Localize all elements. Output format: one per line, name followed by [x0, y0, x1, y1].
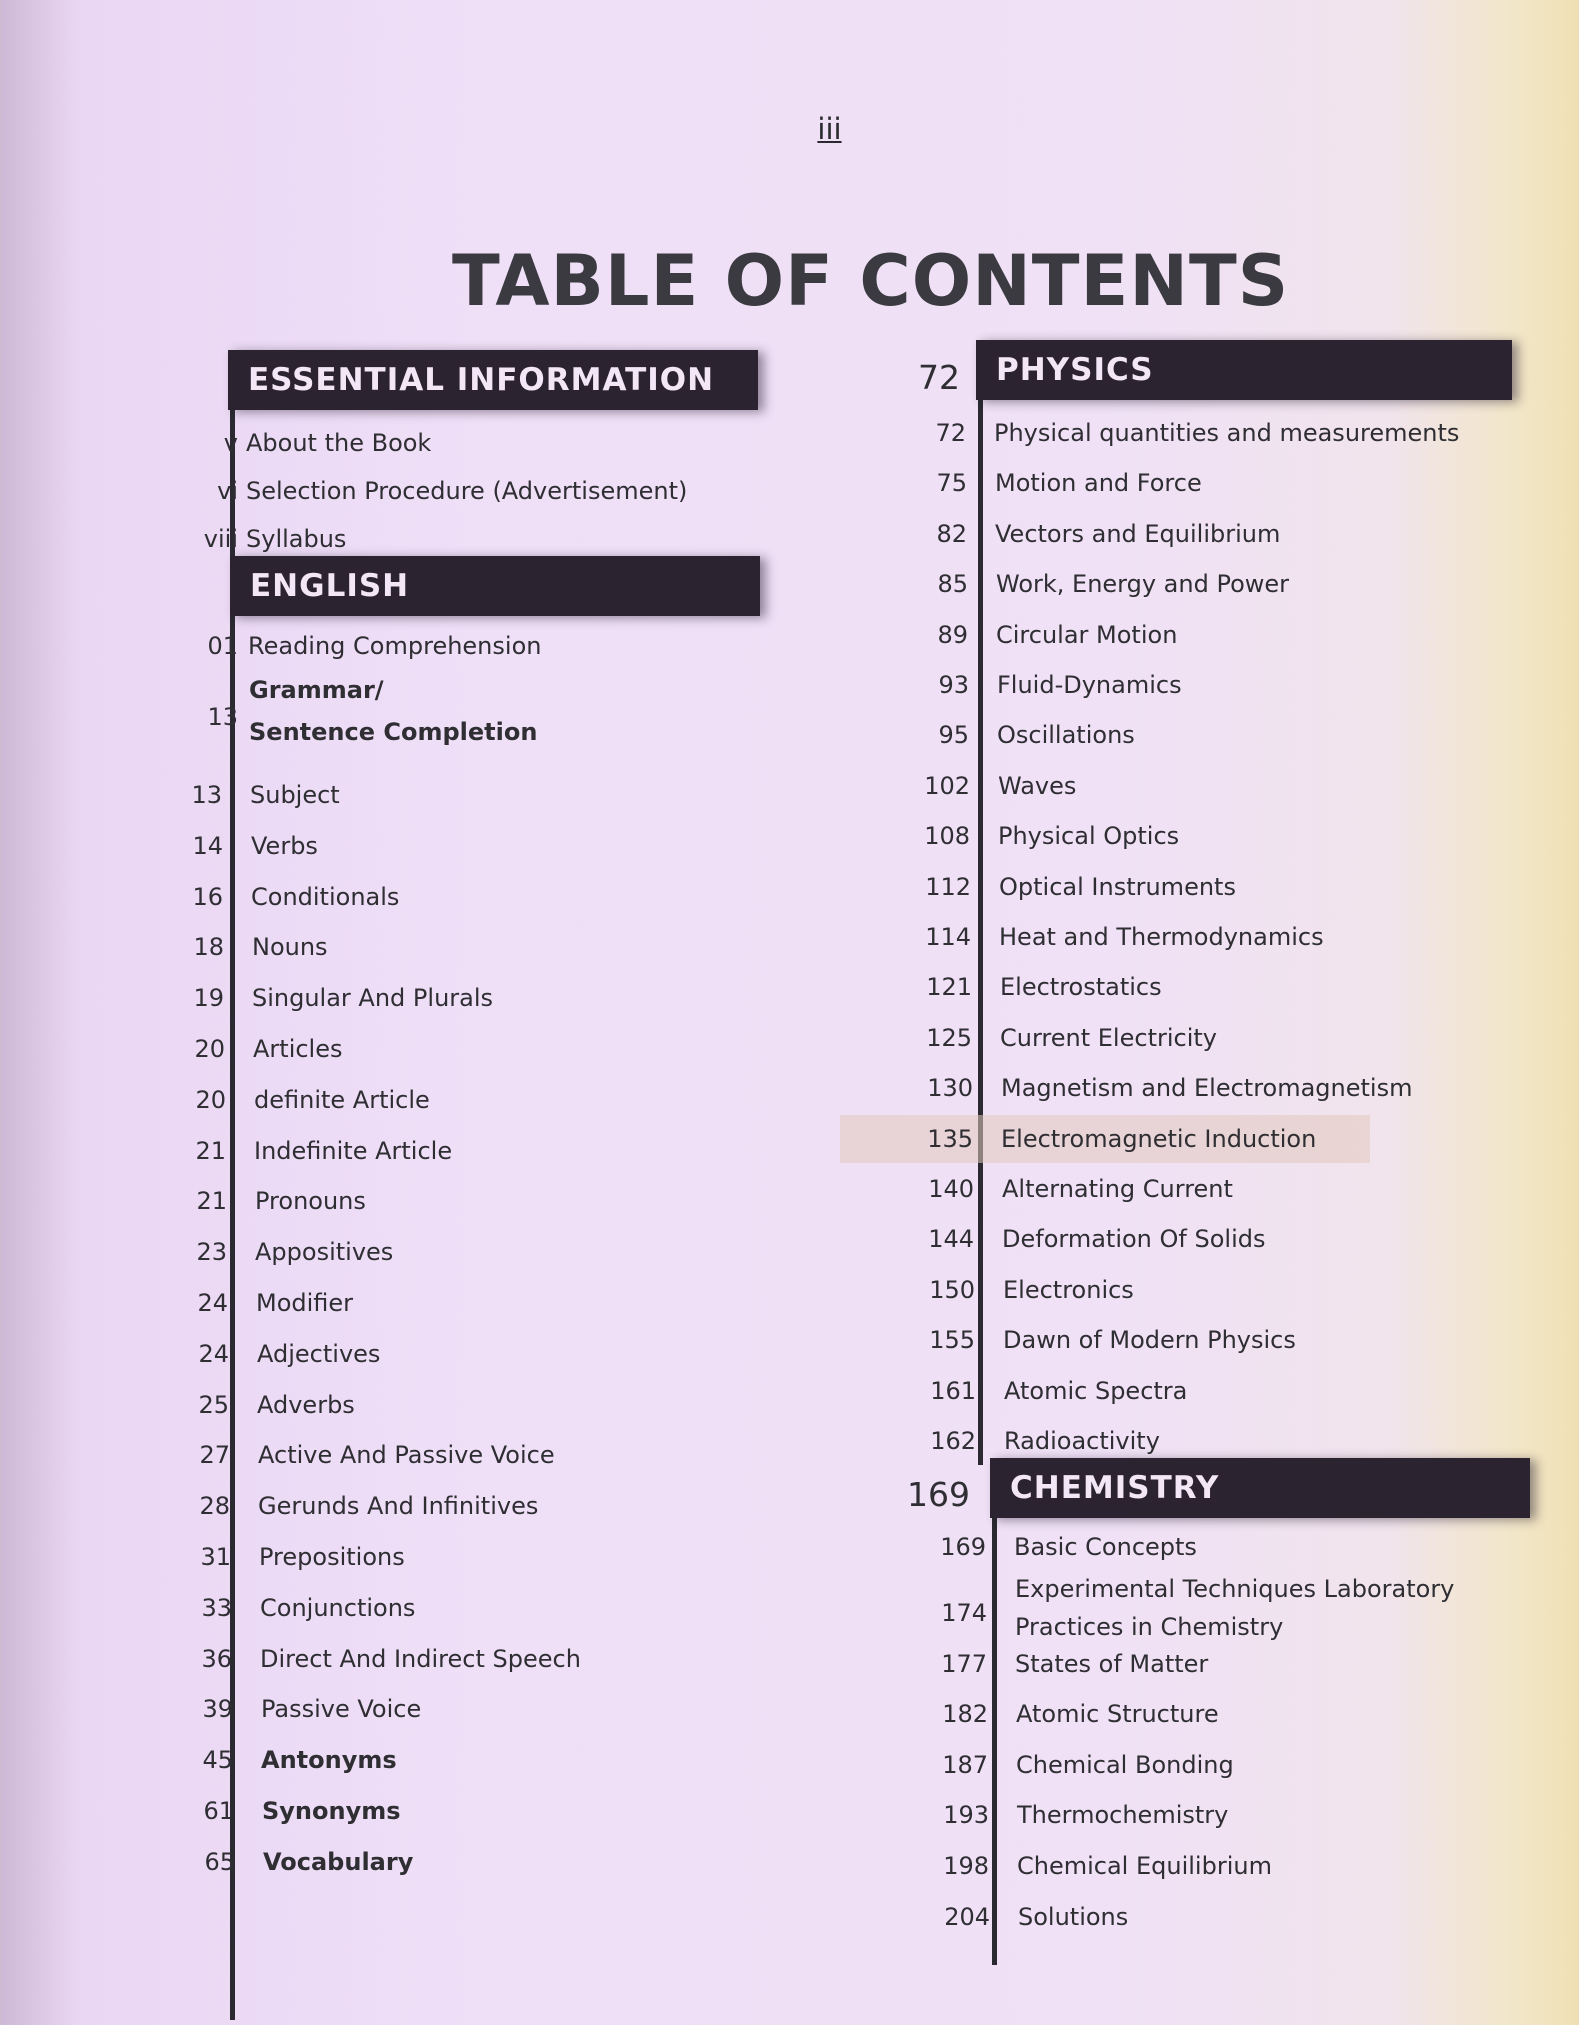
right-column — [907, 340, 1530, 1970]
page-ref: 28 — [199, 1492, 230, 1521]
entry-label: Deformation Of Solids — [1002, 1225, 1266, 1254]
page-ref: 21 — [195, 1136, 226, 1165]
toc-entry[interactable] — [178, 1634, 768, 1684]
toc-entry[interactable] — [178, 621, 768, 671]
page-title: TABLE OF CONTENTS — [452, 240, 1290, 322]
entry-label: Nouns — [252, 933, 328, 962]
page-ref: 169 — [940, 1533, 986, 1561]
toc-entry[interactable] — [178, 1786, 768, 1836]
entry-label: Gerunds And Infinitives — [258, 1492, 539, 1521]
page-ref: 177 — [941, 1649, 987, 1678]
toc-entry[interactable] — [178, 1481, 768, 1531]
entry-label: About the Book — [246, 429, 432, 457]
entry-label: Electrostatics — [1000, 973, 1162, 1002]
entry-label: Subject — [250, 781, 340, 809]
page-ref: 24 — [198, 1339, 229, 1368]
entry-label: Fluid-Dynamics — [997, 671, 1182, 699]
toc-entry[interactable] — [178, 1532, 768, 1582]
entry-label: Reading Comprehension — [248, 632, 542, 660]
entry-label: Chemical Bonding — [1016, 1750, 1234, 1779]
page-ref: 24 — [197, 1289, 228, 1317]
page-ref: 39 — [202, 1695, 233, 1724]
toc-entry[interactable] — [910, 1315, 1530, 1365]
page-ref: 23 — [196, 1238, 227, 1267]
page-ref: 72 — [935, 419, 966, 447]
toc-entry[interactable] — [910, 862, 1530, 912]
toc-entry[interactable] — [178, 1837, 768, 1887]
toc-entry[interactable] — [910, 458, 1530, 508]
page-ref: 82 — [936, 519, 967, 548]
toc-entry[interactable] — [178, 1024, 768, 1074]
toc-entry[interactable] — [910, 811, 1530, 861]
page-ref: 102 — [924, 771, 970, 800]
toc-entry[interactable] — [910, 1366, 1530, 1416]
page-ref: 21 — [196, 1187, 227, 1216]
entry-label: Singular And Plurals — [252, 984, 494, 1013]
toc-entry[interactable] — [910, 912, 1530, 962]
page-ref: 182 — [942, 1700, 988, 1729]
toc-entry[interactable] — [910, 1689, 1530, 1739]
page-ref: 01 — [207, 632, 238, 660]
toc-entry[interactable] — [910, 1841, 1530, 1891]
toc-entry[interactable] — [178, 1380, 768, 1430]
section-header-chemistry: CHEMISTRY — [990, 1458, 1530, 1518]
toc-entry[interactable] — [178, 1735, 768, 1785]
entry-label: Modifier — [256, 1289, 354, 1317]
page-ref: 198 — [943, 1852, 989, 1880]
page-ref: 93 — [938, 671, 969, 699]
page-ref: 25 — [198, 1390, 229, 1419]
entry-label: Solutions — [1018, 1902, 1129, 1931]
entry-label: Verbs — [251, 831, 318, 860]
page-ref: 162 — [930, 1427, 976, 1455]
entry-label: Articles — [253, 1035, 343, 1063]
entry-label: Waves — [998, 771, 1077, 800]
section-header-essential: ESSENTIAL INFORMATION — [228, 350, 758, 410]
page-ref: 36 — [201, 1644, 232, 1673]
toc-entry[interactable] — [910, 1114, 1530, 1164]
toc-entry[interactable] — [178, 466, 768, 516]
entry-label: Physical quantities and measurements — [994, 419, 1460, 447]
page-ref: 65 — [204, 1847, 235, 1876]
entry-label-line2: Sentence Completion — [249, 718, 538, 746]
page-ref: 33 — [201, 1593, 232, 1622]
entry-label: Heat and Thermodynamics — [999, 923, 1324, 951]
page-ref: 95 — [938, 721, 969, 750]
entry-label: Electromagnetic Induction — [1001, 1124, 1317, 1153]
entry-label: Optical Instruments — [999, 872, 1236, 901]
entry-label-line2: Practices in Chemistry — [1015, 1612, 1284, 1641]
left-column — [178, 350, 768, 1985]
toc-entry[interactable] — [178, 821, 768, 871]
toc-entry[interactable] — [910, 1164, 1530, 1214]
toc-entry[interactable] — [178, 1075, 768, 1125]
toc-entry[interactable] — [178, 1227, 768, 1277]
toc-entry[interactable] — [910, 1522, 1530, 1572]
entry-label: Electronics — [1003, 1275, 1134, 1304]
entry-label: Atomic Spectra — [1004, 1376, 1188, 1405]
entry-label: Active And Passive Voice — [258, 1441, 555, 1470]
toc-entry[interactable] — [178, 770, 768, 820]
toc-entry[interactable] — [910, 660, 1530, 710]
entry-label: Indefinite Article — [254, 1136, 453, 1165]
entry-label: Synonyms — [262, 1797, 401, 1825]
entry-label: Conjunctions — [260, 1593, 416, 1622]
entry-label: Dawn of Modern Physics — [1003, 1326, 1296, 1355]
page-ref: 204 — [944, 1902, 990, 1931]
page-ref: vi — [217, 477, 238, 505]
page-ref: 193 — [943, 1801, 989, 1830]
toc-entry[interactable] — [178, 922, 768, 972]
entry-label: Oscillations — [997, 721, 1135, 750]
toc-entry[interactable] — [910, 1740, 1530, 1790]
page-ref: 140 — [928, 1175, 974, 1203]
toc-entry[interactable] — [178, 672, 768, 762]
entry-label: Antonyms — [261, 1746, 397, 1775]
toc-entry[interactable] — [178, 1278, 768, 1328]
toc-entry[interactable] — [910, 1790, 1530, 1840]
page-ref: 20 — [195, 1085, 226, 1114]
toc-entry[interactable] — [910, 761, 1530, 811]
page-ref: 130 — [927, 1074, 973, 1103]
entry-label: Atomic Structure — [1016, 1700, 1219, 1729]
toc-entry[interactable] — [910, 710, 1530, 760]
toc-entry[interactable] — [910, 1639, 1530, 1689]
toc-entry[interactable] — [910, 509, 1530, 559]
entry-label: Passive Voice — [261, 1695, 422, 1724]
entry-label: Circular Motion — [996, 620, 1178, 649]
page-ref: viii — [203, 525, 238, 553]
page-ref: 112 — [925, 872, 971, 901]
toc-entry[interactable] — [910, 1265, 1530, 1315]
page-ref: 155 — [929, 1326, 975, 1355]
entry-label: Adverbs — [257, 1390, 355, 1419]
page-ref: 27 — [199, 1441, 230, 1470]
page-ref: 121 — [926, 973, 972, 1002]
entry-label: Alternating Current — [1002, 1175, 1233, 1203]
page-ref: 16 — [192, 882, 223, 911]
entry-label: Experimental Techniques Laboratory — [1015, 1574, 1455, 1603]
page-ref: 89 — [937, 620, 968, 649]
toc-entry[interactable] — [910, 610, 1530, 660]
page-ref: 144 — [928, 1225, 974, 1254]
page-ref: 150 — [929, 1275, 975, 1304]
toc-entry[interactable] — [178, 418, 768, 468]
section-header-physics: PHYSICS — [976, 340, 1512, 400]
toc-entry[interactable] — [910, 559, 1530, 609]
page-ref: 13 — [191, 781, 222, 809]
page-ref: 114 — [925, 923, 971, 951]
entry-label: Syllabus — [246, 525, 347, 553]
entry-label: Selection Procedure (Advertisement) — [246, 477, 688, 505]
toc-entry[interactable] — [178, 872, 768, 922]
toc-entry[interactable] — [910, 1214, 1530, 1264]
page-number: iii — [817, 112, 842, 146]
page-ref: 174 — [941, 1598, 987, 1627]
entry-label: Chemical Equilibrium — [1017, 1852, 1272, 1880]
entry-label: Physical Optics — [998, 822, 1180, 851]
page-ref: 61 — [203, 1797, 234, 1825]
toc-entry[interactable] — [910, 1063, 1530, 1113]
entry-label: definite Article — [254, 1085, 430, 1114]
entry-label: Basic Concepts — [1014, 1533, 1197, 1561]
page-ref: 18 — [193, 933, 224, 962]
section-page-physics: 72 — [918, 358, 960, 397]
page-ref: 75 — [936, 469, 967, 498]
entry-label: Direct And Indirect Speech — [260, 1644, 581, 1673]
entry-label: Appositives — [255, 1238, 394, 1267]
toc-entry[interactable] — [178, 973, 768, 1023]
entry-label: Work, Energy and Power — [996, 570, 1290, 599]
page-ref: v — [223, 429, 238, 457]
toc-entry[interactable] — [178, 1126, 768, 1176]
page-ref: 187 — [942, 1750, 988, 1779]
page-ref: 161 — [930, 1376, 976, 1405]
entry-label: Pronouns — [255, 1187, 366, 1216]
entry-label: Motion and Force — [995, 469, 1202, 498]
entry-label: Thermochemistry — [1017, 1801, 1229, 1830]
page-ref: 31 — [200, 1543, 231, 1571]
page-ref: 13 — [207, 703, 238, 731]
entry-label: Prepositions — [259, 1543, 405, 1571]
entry-label: Current Electricity — [1000, 1023, 1217, 1052]
page-ref: 45 — [202, 1746, 233, 1775]
entry-label: Radioactivity — [1004, 1427, 1160, 1455]
page-ref: 85 — [937, 570, 968, 599]
toc-entry[interactable] — [910, 962, 1530, 1012]
section-header-english: ENGLISH — [230, 556, 760, 616]
page-ref: 135 — [927, 1124, 973, 1153]
page-ref: 14 — [192, 831, 223, 860]
section-page-chemistry: 169 — [907, 1475, 970, 1514]
entry-label: Grammar/ — [249, 676, 384, 704]
toc-entry[interactable] — [910, 408, 1530, 458]
page-ref: 19 — [193, 984, 224, 1013]
toc-entry[interactable] — [178, 1684, 768, 1734]
toc-entry[interactable] — [178, 1329, 768, 1379]
page-ref: 20 — [194, 1035, 225, 1063]
entry-label: States of Matter — [1015, 1649, 1209, 1678]
entry-label: Conditionals — [251, 882, 400, 911]
toc-entry[interactable] — [910, 1892, 1530, 1942]
toc-entry[interactable] — [178, 1176, 768, 1226]
toc-entry[interactable] — [910, 1013, 1530, 1063]
toc-entry[interactable] — [178, 1583, 768, 1633]
entry-label: Vocabulary — [263, 1847, 414, 1876]
page-ref: 108 — [924, 822, 970, 851]
entry-label: Magnetism and Electromagnetism — [1001, 1074, 1413, 1103]
page-ref: 125 — [926, 1023, 972, 1052]
entry-label: Adjectives — [257, 1339, 381, 1368]
toc-entry[interactable] — [178, 1430, 768, 1480]
entry-label: Vectors and Equilibrium — [995, 519, 1281, 548]
